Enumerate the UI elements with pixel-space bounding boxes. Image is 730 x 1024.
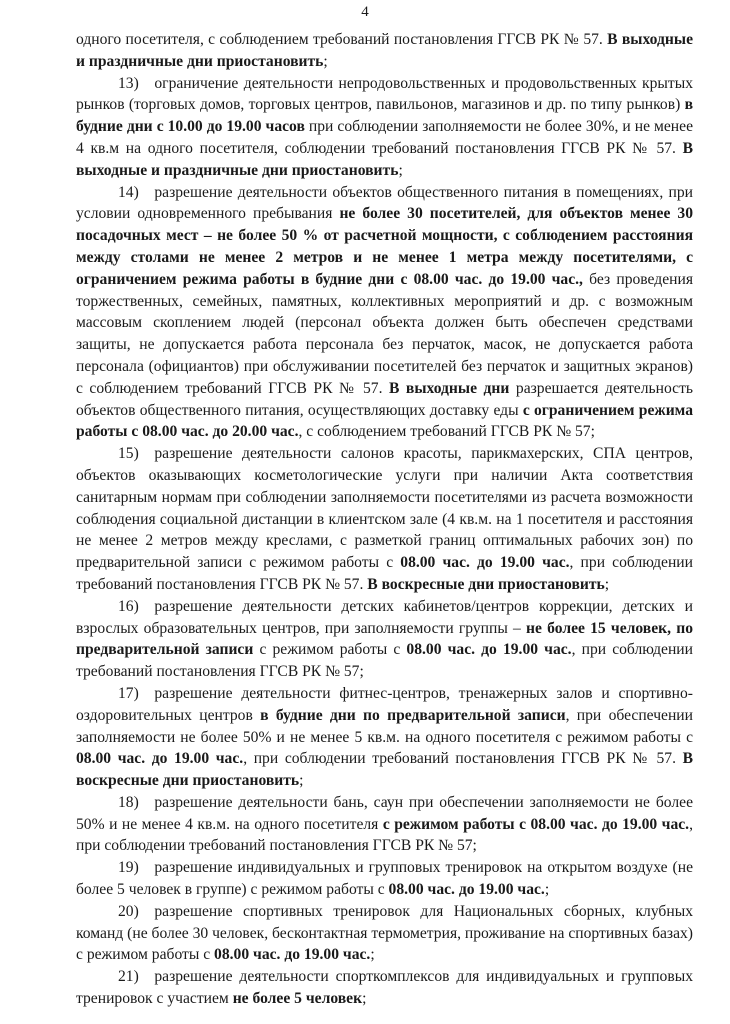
paragraph (76, 182, 693, 444)
text-run: 21) разрешение деятельности спорткомплексов для индивидуальных и групповых тренировок с участием (76, 968, 693, 1008)
bold-text-run: не более 15 человек, по предварительной записи (76, 619, 693, 659)
bold-text-run: с режимом работы с 08.00 час. до 19.00 час. (382, 815, 690, 833)
paragraph (76, 596, 693, 683)
text-run: 14) разрешение деятельности объектов общественного питания в помещениях, при условии одновременного пребывания (76, 183, 693, 223)
text-run: 13) ограничение деятельности непродовольственных и продовольственных крытых рынков (торговых домов, торговых центров, павильонов, магазинов и др. по типу рынков) (76, 74, 693, 114)
bold-text-run: не более 30 посетителей, для объектов менее 30 посадочных мест – не более 50 % от расчетной мощности, с соблюдением расстояния между столами не менее 2 метров и не менее 1 метра между посетителями, с ограничением режима работы в будние дни с 08.00 час. до 19.00 час., (76, 205, 694, 288)
text-run: 20) разрешение спортивных тренировок для Национальных сборных, клубных команд (не более 30 человек, бесконтактная термометрия, проживание на спортивных базах) с режимом работы с (76, 902, 693, 964)
text-run: ; (604, 575, 610, 593)
bold-text-run: В выходные и праздничные дни приостановить (76, 139, 693, 179)
bold-text-run: В выходные и праздничные дни приостановить (76, 31, 693, 70)
paragraph (76, 857, 693, 901)
text-run: , при соблюдении требований постановления ГГСВ РК № 57. (243, 750, 683, 768)
paragraph (76, 901, 693, 966)
paragraph (76, 443, 693, 596)
bold-text-run: 08.00 час. до 19.00 час. (406, 641, 572, 659)
text-run: разрешается деятельность объектов общественного питания, осуществляющих доставку еды (76, 379, 693, 419)
text-run: 16) разрешение деятельности детских кабинетов/центров коррекции, детских и взрослых образовательных центров, при заполняемости группы – (76, 597, 693, 637)
bold-text-run: не более 5 человек (232, 990, 363, 1008)
text-run: ; (370, 946, 375, 964)
text-run: с режимом работы с (253, 641, 407, 659)
text-run: ; (544, 881, 550, 899)
text-run: 17) разрешение деятельности фитнес-центров, тренажерных залов и спортивно-оздоровительных центров (76, 684, 693, 724)
text-run: при соблюдении заполняемости не более 30%, и не менее 4 кв.м на одного посетителя, соблюдении требований постановления ГГСВ РК № 57. (76, 118, 693, 157)
text-run: , при соблюдении требований постановления ГГСВ РК № 57; (76, 641, 693, 681)
text-run: 19) разрешение индивидуальных и групповых тренировок на открытом воздухе (не более 5 человек в группе) с режимом работы с (76, 859, 693, 899)
paragraph (76, 792, 693, 857)
text-run: , с соблюдением требований ГГСВ РК № 57; (298, 423, 595, 441)
page-number: 4 (361, 4, 369, 20)
bold-text-run: В выходные дни (388, 379, 510, 397)
paragraph (76, 29, 693, 73)
text-run: ; (323, 52, 328, 70)
bold-text-run: 08.00 час. до 19.00 час. (76, 750, 244, 768)
bold-text-run: 08.00 час. до 19.00 час. (214, 946, 371, 964)
text-run: ; (299, 772, 304, 790)
text-run: , при соблюдении требований постановления ГГСВ РК № 57; (76, 815, 693, 855)
text-run: , при обеспечении заполняемости не более 50% и не менее 5 кв.м. на одного посетителя с режимом работы с (76, 706, 693, 746)
text-run: одного посетителя, с соблюдением требований постановления ГГСВ РК № 57. (76, 31, 608, 48)
bold-text-run: В воскресные дни приостановить (367, 575, 605, 593)
document-body (76, 29, 693, 1010)
bold-text-run: В воскресные дни приостановить (76, 750, 693, 790)
text-run: 15) разрешение деятельности салонов красоты, парикмахерских, СПА центров, объектов оказывающих косметологические услуги при наличии Акта соответствия санитарным нормам при соблюдении заполняемости посетителями из расчета возможности соблюдения социальной дистанции в клиентском зале (4 кв.м. на 1 посетителя и расстояния не менее 2 метров между креслами, с разметкой границ оптимальных рабочих зон) по предварительной записи с режимом работы с (76, 445, 693, 572)
bold-text-run: 08.00 час. до 19.00 час. (388, 881, 545, 899)
paragraph (76, 683, 693, 792)
paragraph (76, 966, 693, 1010)
bold-text-run: в будние дни по предварительной записи (260, 706, 566, 724)
paragraph (76, 73, 693, 182)
bold-text-run: в будние дни с 10.00 до 19.00 часов (76, 96, 693, 136)
bold-text-run: 08.00 час. до 19.00 час. (400, 554, 570, 572)
text-run: ; (398, 161, 403, 179)
bold-text-run: с ограничением режима работы с 08.00 час. до 20.00 час. (76, 401, 693, 441)
text-run: 18) разрешение деятельности бань, саун при обеспечении заполняемости не более 50% и не менее 4 кв.м. на одного посетителя (76, 793, 693, 833)
text-run: без проведения торжественных, семейных, памятных, коллективных мероприятий и др. с возможным массовым скоплением людей (персонал объекта должен быть обеспечен средствами защиты, не допускается работа персонала без перчаток, масок, не допускается работа персонала (официантов) при обслуживании посетителей без перчаток и защитных экранов) с соблюдением требований ГГСВ РК № 57. (76, 270, 693, 397)
text-run: ; (362, 990, 367, 1008)
text-run: , при соблюдении требований постановления ГГСВ РК № 57. (76, 554, 693, 593)
